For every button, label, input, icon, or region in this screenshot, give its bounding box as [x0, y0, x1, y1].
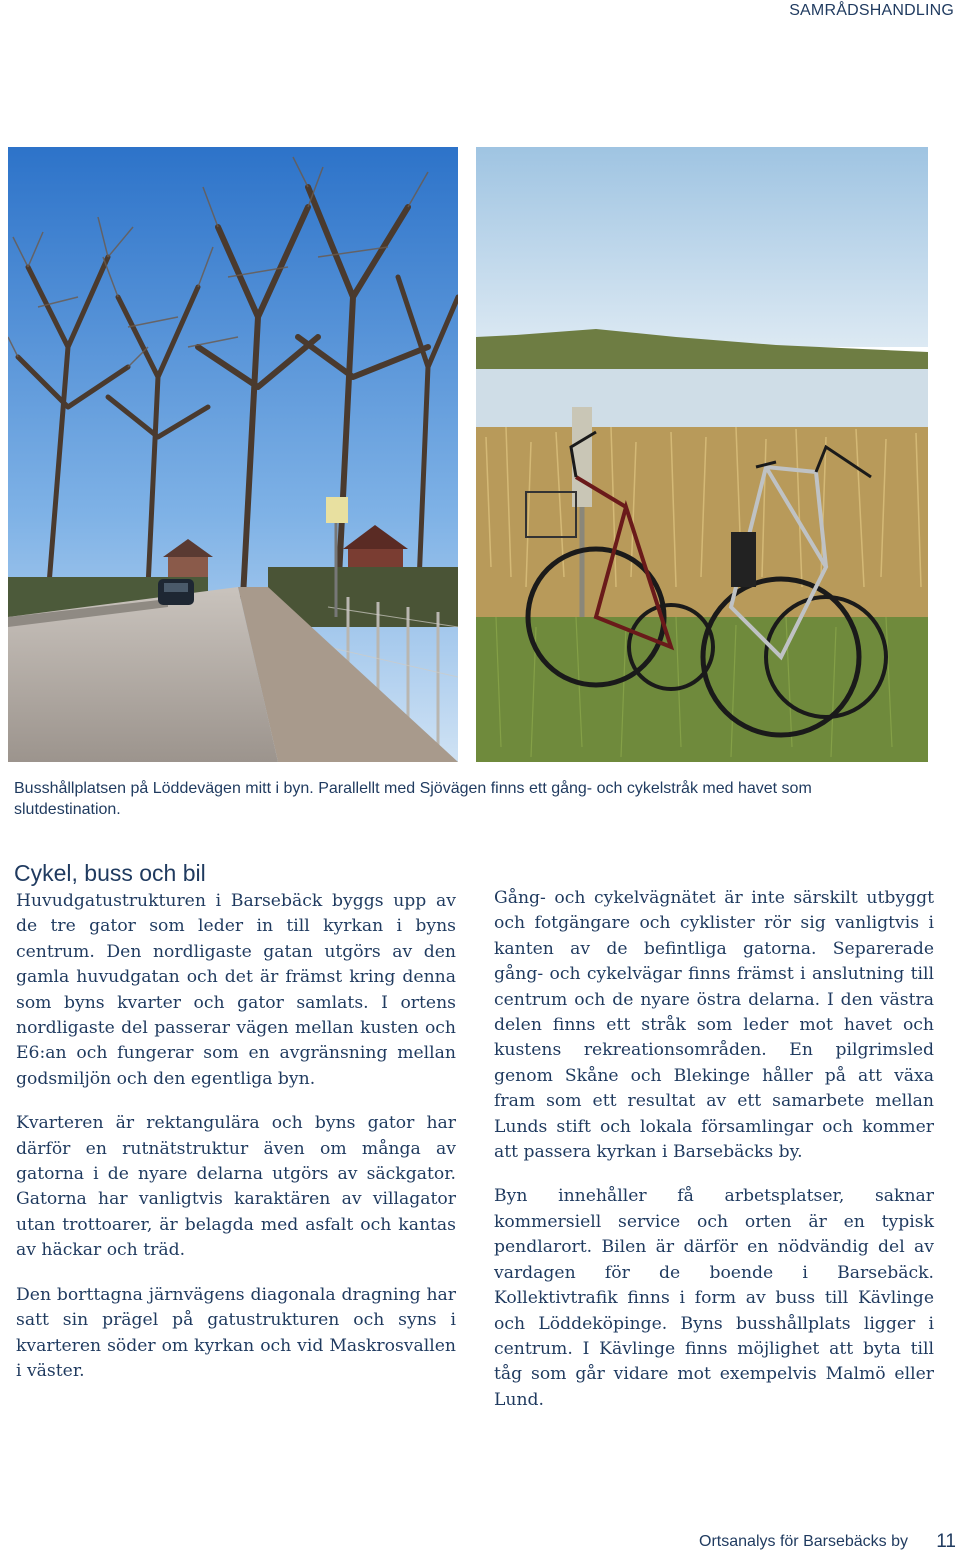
- left-text-column: [16, 889, 456, 1403]
- document-header-label: SAMRÅDSHANDLING: [789, 2, 954, 19]
- paragraph: Huvudgatustrukturen i Barsebäck byggs upp av de tre gator som leder in till kyrkan i byns centrum. Den nordligaste gatan utgörs av den gamla huvudgatan och det är främst kring denna som byns kvarter och gator samlats. I ortens nordligaste del passerar vägen mellan kusten och E6:an och fungerar som en avgränsning mellan godsmiljön och den egentliga byn.: [16, 891, 456, 1089]
- right-text-column: [494, 886, 934, 1432]
- paragraph: Gång- och cykelvägnätet är inte särskilt utbyggt och fotgängare och cyklister rör sig vanligtvis i kanten av de befintliga gatorna. Separerade gång- och cykelvägar finns främst i anslutning till centrum och de nyare östra delarna. I den västra delen finns ett stråk som leder mot havet och kustens rekreationsområden. En pilgrimsled genom Skåne och Blekinge håller på att växa fram som ett resultat av ett samarbete mellan Lunds stift och lokala församlingar och kommer att passera kyrkan i Barsebäcks by.: [494, 888, 934, 1163]
- bicycles-by-sea-photo: [476, 147, 928, 762]
- page-number: 11: [936, 1531, 956, 1552]
- paragraph: Byn innehåller få arbetsplatser, saknar kommersiell service och orten är en typisk pendlarort. Bilen är därför en nödvändig del av vardagen för de boende i Barsebäck. Kollektivtrafik finns i form av buss till Kävlinge och Löddeköpinge. Byns busshållplats ligger i centrum. I Kävlinge finns möjlighet att byta till tåg som går vidare mot exempelvis Malmö eller Lund.: [494, 1186, 934, 1410]
- paragraph: Kvarteren är rektangulära och byns gator har därför en rutnätstruktur även om många av gatorna i de nyare delarna utgörs av säckgator. Gatorna har vanligtvis karaktären av villagator utan trottoarer, är belagda med asfalt och kantas av häckar och träd.: [16, 1113, 456, 1261]
- photo-caption: Busshållplatsen på Löddevägen mitt i byn. Parallellt med Sjövägen finns ett gång- och cykelstråk med havet som slutdestination.: [14, 780, 812, 818]
- footer-document-title: Ortsanalys för Barsebäcks by: [699, 1533, 908, 1550]
- street-photo: [8, 147, 458, 762]
- paragraph: Den borttagna järnvägens diagonala dragning har satt sin prägel på gatustrukturen och syns i kvarteren söder om kyrkan och vid Maskrosvallen i väster.: [16, 1284, 456, 1381]
- section-heading: Cykel, buss och bil: [14, 860, 206, 886]
